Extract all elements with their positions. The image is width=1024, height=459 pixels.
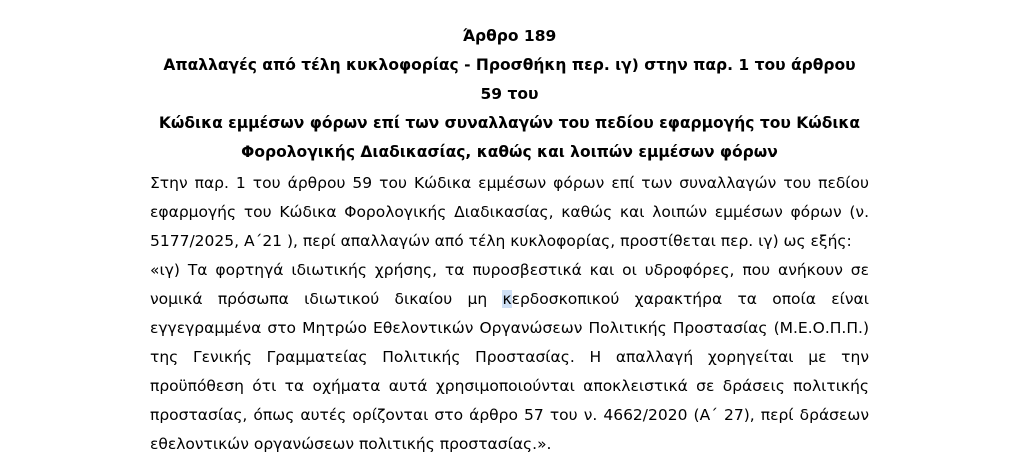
selected-text[interactable]: κ xyxy=(502,290,512,308)
document-subtitle-line-1: Απαλλαγές από τέλη κυκλοφορίας - Προσθήκη περ. ιγ) στην παρ. 1 του άρθρου 59 του xyxy=(163,56,856,103)
paragraph-intro: Στην παρ. 1 του άρθρου 59 του Κώδικα εμμέσων φόρων επί των συναλλαγών του πεδίου εφαρμογής του Κώδικα Φορολογικής Διαδικασίας, καθώς και λοιπών εμμέσων φόρων (ν. 5177/2025, Α΄21 ), περί απαλλαγών από τέλη κυκλοφορίας, προστίθεται περ. ιγ) ως εξής: xyxy=(150,174,869,250)
quoted-text-after-selection: ερδοσκοπικού χαρακτήρα τα οποία είναι εγγεγραμμένα στο Μητρώο Εθελοντικών Οργανώσεων Πολιτικής Προστασίας (Μ.Ε.Ο.Π.Π.) της Γενικής Γραμματείας Πολιτικής Προστασίας. Η απαλλαγή χορηγείται με την προϋπόθεση ότι τα οχήματα αυτά χρησιμοποιούνται αποκλειστικά σε δράσεις πολιτικής προστασίας, όπως αυτές ορίζονται στο άρθρο 57 του ν. 4662/2020 (Α΄ 27), περί δράσεων εθελοντικών οργανώσεων πολιτικής προστασίας.». xyxy=(150,290,869,453)
document-subtitle-line-3: Φορολογικής Διαδικασίας, καθώς και λοιπών εμμέσων φόρων xyxy=(241,143,778,161)
quoted-text-before-selection: «ιγ) Τα φορτηγά ιδιωτικής χρήσης, τα πυροσβεστικά και οι υδροφόρες, που ανήκουν σε νομικά πρόσωπα ιδιωτικού δικαίου μη xyxy=(150,261,869,308)
page-title: Άρθρο 189 xyxy=(462,27,557,45)
document-subtitle-line-2: Κώδικα εμμέσων φόρων επί των συναλλαγών του πεδίου εφαρμογής του Κώδικα xyxy=(158,114,861,132)
paragraph-quoted-provision xyxy=(150,256,869,459)
